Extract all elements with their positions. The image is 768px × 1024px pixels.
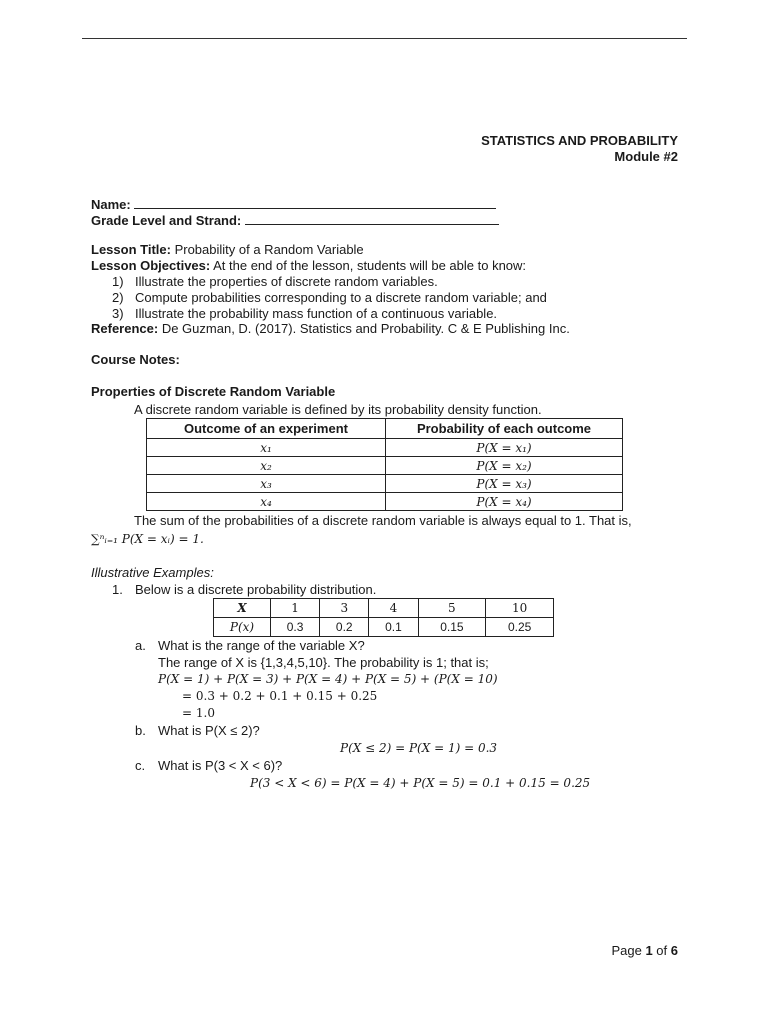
table-row (147, 475, 623, 493)
page-number: Page 1 of 6 (611, 943, 678, 958)
grade-blank[interactable] (245, 212, 499, 225)
objective-item: 2) Compute probabilities corresponding to a discrete random variable; and (112, 290, 547, 305)
course-notes-heading: Course Notes: (91, 352, 180, 367)
example-b-question: b. What is P(X ≤ 2)? (135, 723, 260, 738)
lesson-objectives-intro: At the end of the lesson, students will be able to know: (213, 258, 527, 273)
example-item: 1. Below is a discrete probability distribution. (112, 582, 377, 597)
grade-field-row (91, 212, 499, 229)
table-row (147, 493, 623, 511)
example-a-answer-line: = 0.3 + 0.2 + 0.1 + 0.15 + 0.25 (182, 689, 378, 703)
reference-label: Reference: (91, 321, 159, 336)
table-row (214, 618, 554, 637)
table-cell: 3 (320, 599, 369, 618)
table-cell: 5 (418, 599, 486, 618)
table-cell: X (214, 599, 271, 618)
table-cell: x₁ (147, 439, 386, 457)
table-cell: 4 (369, 599, 418, 618)
example-a-answer-line: P(X = 1) + P(X = 3) + P(X = 4) + P(X = 5) + (P(X = 10) (158, 672, 498, 686)
section-heading: Properties of Discrete Random Variable (91, 384, 336, 399)
table-cell: P(X = x₁) (386, 439, 623, 457)
lesson-title-row (91, 242, 364, 258)
table-cell: P(x) (214, 618, 271, 637)
table-cell: x₃ (147, 475, 386, 493)
reference-row (91, 321, 570, 337)
header-rule (82, 38, 687, 39)
lesson-objectives-row (91, 258, 526, 274)
table-cell: 10 (486, 599, 554, 618)
outcome-probability-table (146, 418, 623, 511)
table-row (214, 599, 554, 618)
objective-item: 3) Illustrate the probability mass function of a continuous variable. (112, 306, 498, 321)
distribution-table (213, 598, 554, 637)
section-intro: A discrete random variable is defined by its probability density function. (134, 402, 542, 417)
table-cell: 0.2 (320, 618, 369, 637)
example-a-answer-line: = 1.0 (182, 706, 215, 720)
table-cell: x₄ (147, 493, 386, 511)
reference-value: De Guzman, D. (2017). Statistics and Probability. C & E Publishing Inc. (161, 321, 570, 336)
table-row (147, 439, 623, 457)
table-cell: P(X = x₂) (386, 457, 623, 475)
name-blank[interactable] (134, 196, 496, 209)
lesson-title-value: Probability of a Random Variable (174, 242, 364, 257)
table-cell: 0.1 (369, 618, 418, 637)
module-number: Module #2 (614, 149, 678, 164)
example-a-answer-line: The range of X is {1,3,4,5,10}. The probability is 1; that is; (158, 655, 489, 670)
column-header: Probability of each outcome (386, 419, 623, 439)
examples-heading: Illustrative Examples: (91, 565, 214, 580)
example-c-question: c. What is P(3 < X < 6)? (135, 758, 283, 773)
subject-title: STATISTICS AND PROBABILITY (481, 133, 678, 148)
grade-label: Grade Level and Strand: (91, 213, 242, 228)
table-cell: P(X = x₄) (386, 493, 623, 511)
lesson-title-label: Lesson Title: (91, 242, 171, 257)
table-cell: 1 (271, 599, 320, 618)
example-a-question: a. What is the range of the variable X? (135, 638, 365, 653)
sum-statement: The sum of the probabilities of a discrete random variable is always equal to 1. That is, (134, 513, 632, 528)
table-row (147, 457, 623, 475)
table-cell: 0.25 (486, 618, 554, 637)
example-b-answer: P(X ≤ 2) = P(X = 1) = 0.3 (340, 741, 498, 755)
example-c-answer: P(3 < X < 6) = P(X = 4) + P(X = 5) = 0.1 + 0.15 = 0.25 (250, 776, 591, 790)
table-cell: x₂ (147, 457, 386, 475)
lesson-objectives-label: Lesson Objectives: (91, 258, 211, 273)
name-field-row (91, 196, 496, 213)
name-label: Name: (91, 197, 131, 212)
document-header (481, 133, 678, 165)
table-header-row (147, 419, 623, 439)
objective-item: 1) Illustrate the properties of discrete random variables. (112, 274, 438, 289)
sum-formula: ∑ⁿᵢ₌₁ P(X = xᵢ) = 1. (91, 532, 204, 546)
column-header: Outcome of an experiment (147, 419, 386, 439)
table-cell: 0.3 (271, 618, 320, 637)
table-cell: P(X = x₃) (386, 475, 623, 493)
table-cell: 0.15 (418, 618, 486, 637)
